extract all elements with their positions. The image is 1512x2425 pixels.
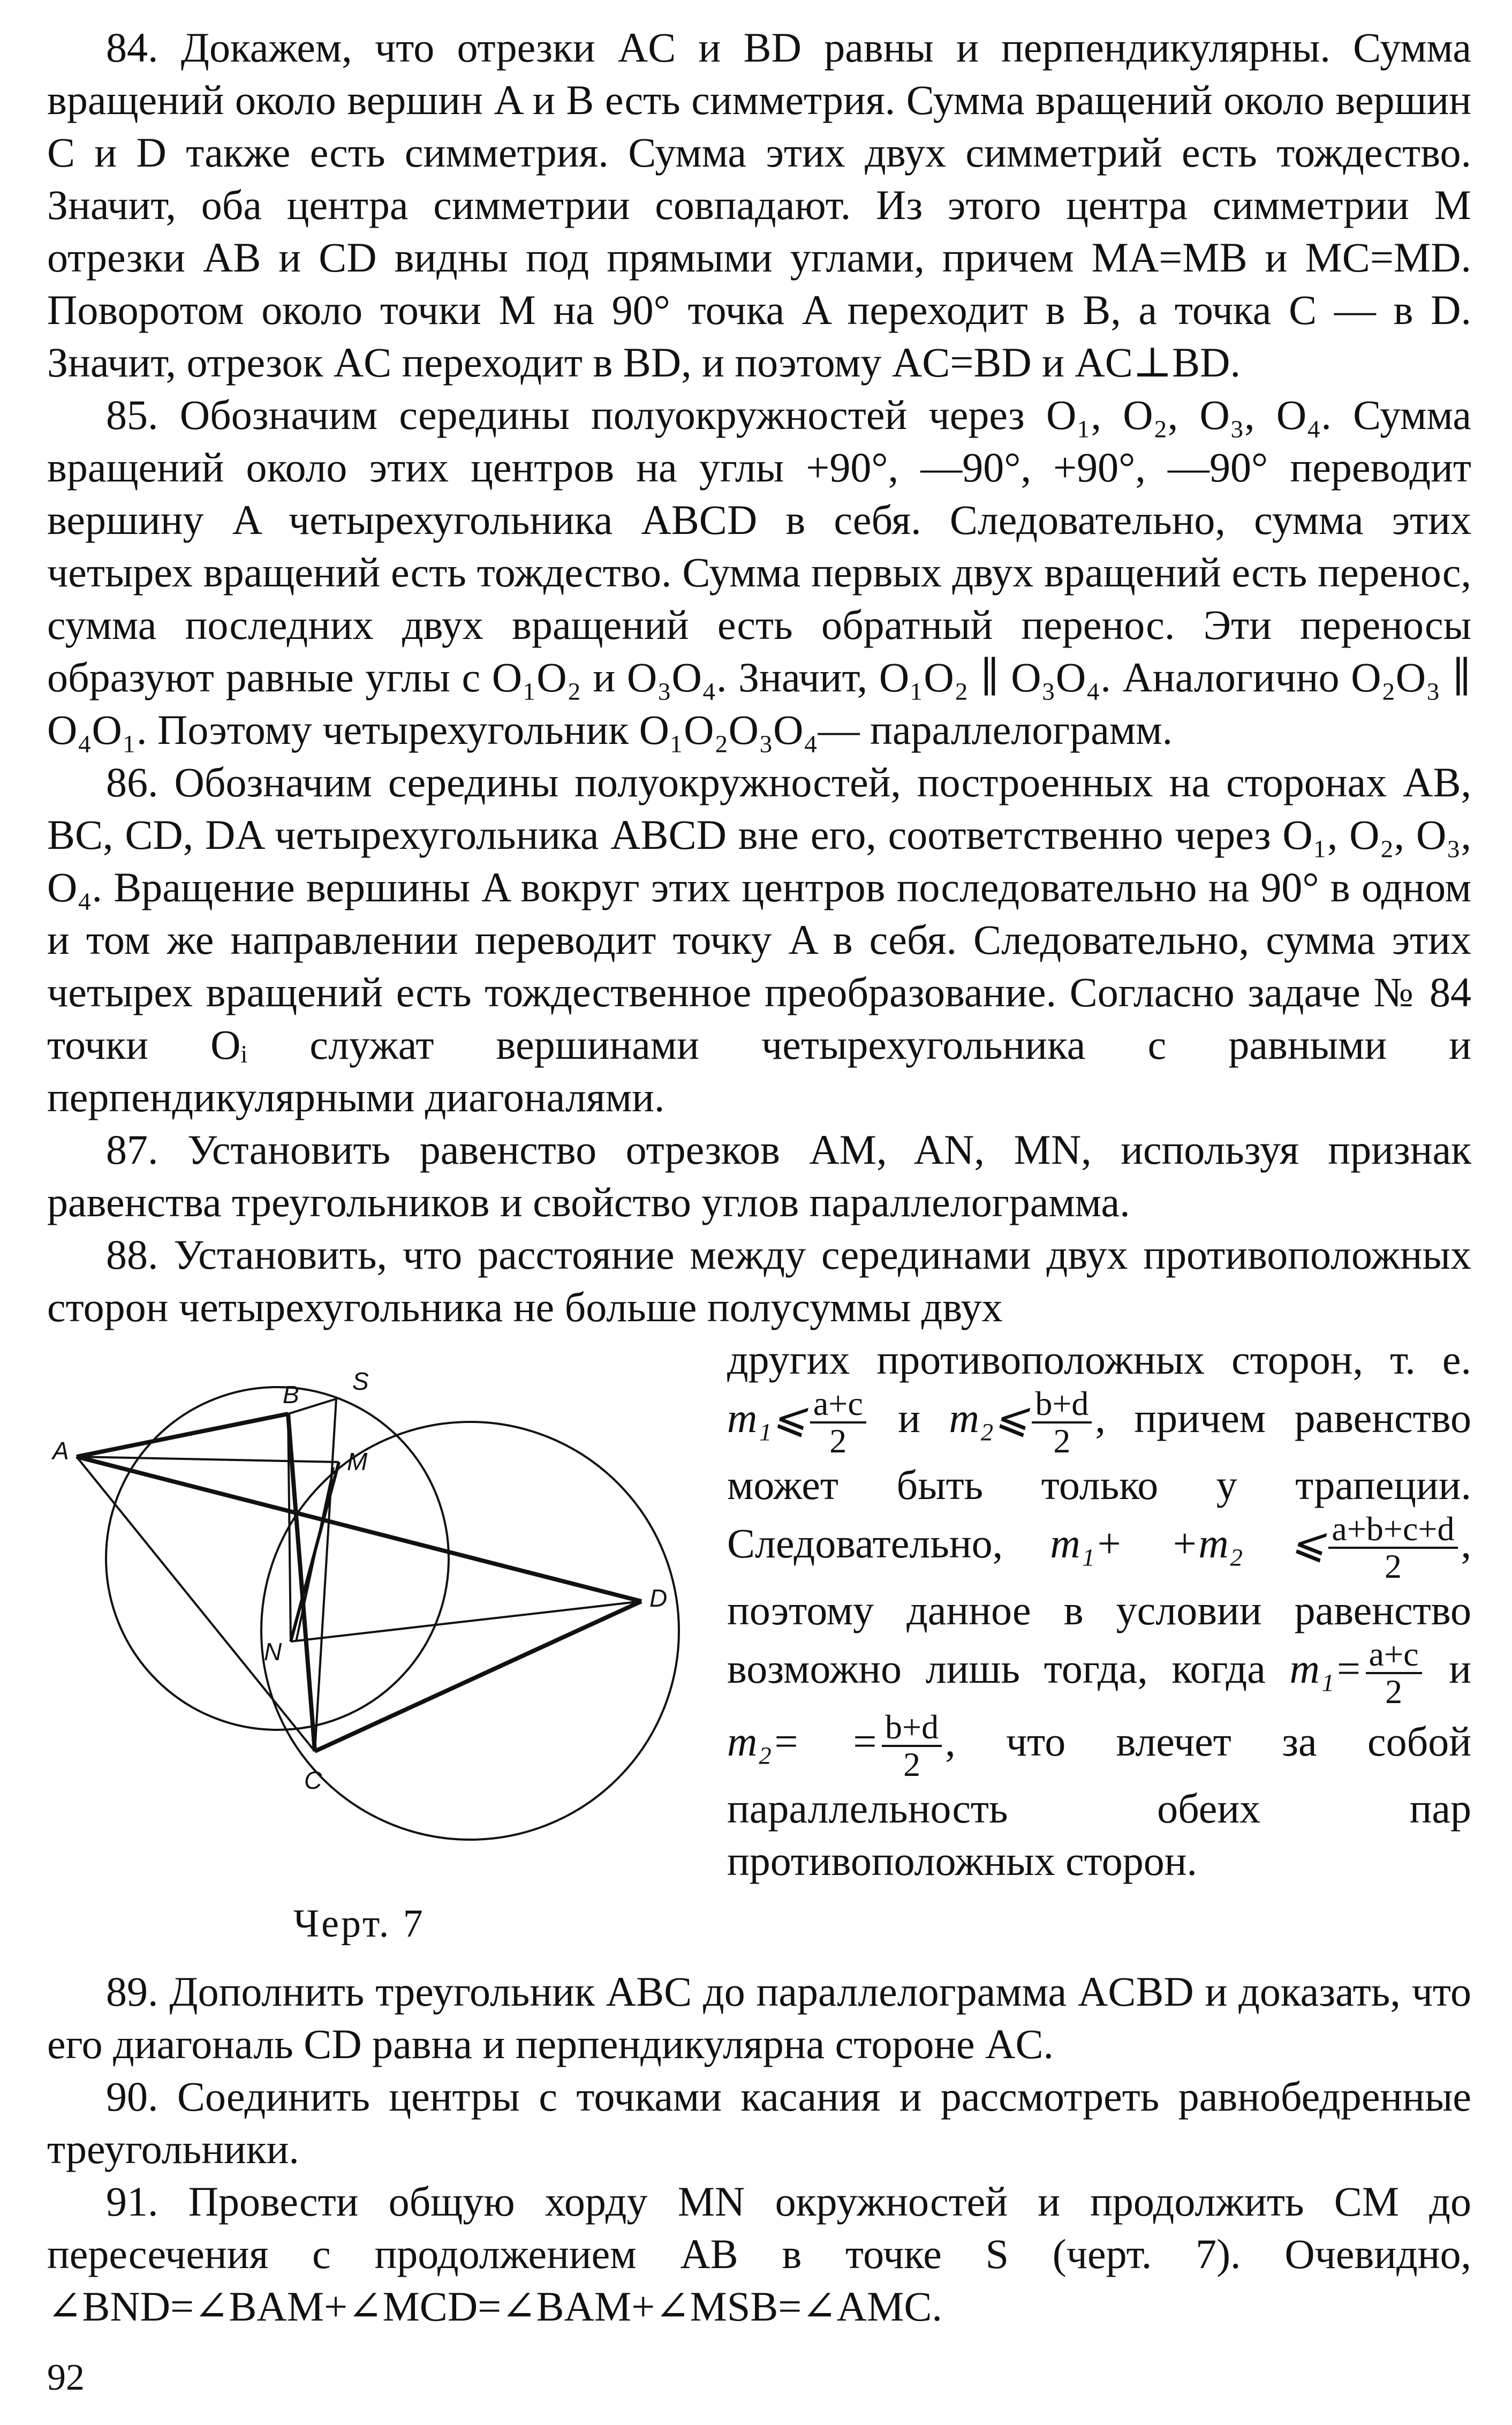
label-D: D <box>649 1584 668 1612</box>
p88-text-2: причем равенство может быть только у трапеции. Следовательно, <box>727 1394 1471 1567</box>
paragraph-85: 85. Обозначим середины полуокружностей через O₁, O₂, O₃, O₄. Сумма вращений около этих центров на углы +90°, —90°, +90°, —90° переводит вершину A четырехугольника ABCD в себя. Следовательно, сумма этих четырех вращений есть тождество. Сумма первых двух вращений есть перенос, сумма последних двух вращений есть обратный перенос. Эти переносы образуют равные углы с O₁O₂ и O₃O₄. Значит, O₁O₂ ∥ O₃O₄. Аналогично O₂O₃ ∥ O₄O₁. Поэтому четырехугольник O₁O₂O₃O₄— параллелограмм. <box>47 391 1471 753</box>
fraction-bd-over-2: $\frac{b+d}{2}$ <box>1032 1386 1092 1459</box>
circle-right <box>261 1422 679 1840</box>
label-M: M <box>347 1448 368 1475</box>
label-C: C <box>304 1766 322 1794</box>
paragraph-91: 91. Провести общую хорду MN окружностей и продолжить CM до пересечения с продолжением AB в точке S (черт. 7). Очевидно, ∠BND=∠BAM+∠MCD=∠BAM+∠MSB=∠AMC. <box>47 2178 1471 2330</box>
fraction-bd-over-2-b: $\frac{b+d}{2}$ <box>882 1709 942 1782</box>
segment-AB <box>77 1414 288 1457</box>
fraction-ac-over-2-b: $\frac{a+c}{2}$ <box>1366 1637 1422 1709</box>
label-N: N <box>264 1638 282 1666</box>
segment-MN2 <box>296 1467 334 1641</box>
paragraph-87: 87. Установить равенство отрезков AM, AN, MN, используя признак равенства треугольников и свойство углов параллелограмма. <box>47 1126 1471 1225</box>
paragraph-88-continued: других противоположных сторон, т. е. m₁⩽ $\frac{a+c}{2}$ и m₂⩽ $\frac{b+d}{2}$ , причем равенство может быть только у трапеции. Следовательно, m₁+ +m₂ ⩽ $\frac{a+b+c+d}{2}$ , поэтому данное в условии равенство возможно лишь тогда, когда m₁= $\frac{a+c}{2}$ и m₂= = $\frac{b+d}{2}$ , что влечет за собой параллельность обеих пар противоположных сторон. <box>727 1336 1471 1884</box>
segment-AM <box>77 1457 339 1462</box>
paragraph-90: 90. Соединить центры с точками касания и рассмотреть равнобедренные треугольники. <box>47 2073 1471 2172</box>
fraction-ac-over-2: $\frac{a+c}{2}$ <box>810 1386 866 1459</box>
p88-text-1: других противоположных сторон, т. е. <box>727 1336 1471 1383</box>
page-number: 92 <box>47 2357 85 2398</box>
formula-m1: m₁⩽ <box>727 1394 807 1441</box>
segment-AD <box>77 1457 641 1601</box>
formula-m2: m₂⩽ <box>949 1394 1029 1441</box>
p88-text-4: что влечет за собой параллельность обеих пар противоположных сторон. <box>727 1718 1471 1884</box>
label-S: S <box>352 1367 369 1395</box>
paragraph-89: 89. Дополнить треугольник ABC до параллелограмма ACBD и доказать, что его диагональ CD равна и перпендикулярна стороне AC. <box>47 1968 1471 2067</box>
segment-SC <box>315 1399 336 1751</box>
figure-7-diagram <box>47 1350 722 1896</box>
paragraph-86: 86. Обозначим середины полуокружностей, построенных на сторонах AB, BC, CD, DA четырехугольника ABCD вне его, соответственно через O₁, O₂, O₃, O₄. Вращение вершины A вокруг этих центров последовательно на 90° в одном и том же направлении переводит точку A в себя. Следовательно, сумма этих четырех вращений есть тождественное преобразование. Согласно задаче № 84 точки Oᵢ служат вершинами четырехугольника с равными и перпендикулярными диагоналями. <box>47 759 1471 1120</box>
segment-BC <box>288 1414 315 1751</box>
label-A: A <box>52 1437 69 1465</box>
paragraph-84: 84. Докажем, что отрезки AC и BD равны и перпендикулярны. Сумма вращений около вершин A и B есть симметрия. Сумма вращений около вершин C и D также есть симметрия. Сумма этих двух симметрий есть тождество. Значит, оба центра симметрии совпадают. Из этого центра симметрии M отрезки AB и CD видны под прямыми углами, причем MA=MB и MC=MD. Поворотом около точки M на 90° точка A переходит в B, а точка C — в D. Значит, отрезок AC переходит в BD, и поэтому AC=BD и AC⊥BD. <box>47 24 1471 386</box>
figure-row <box>47 1334 1471 1965</box>
formula-m2-eq: m₂= <box>727 1718 800 1765</box>
segment-ND <box>291 1601 641 1641</box>
formula-m1-eq: m₁= <box>1289 1645 1363 1692</box>
paragraph-88-intro: 88. Установить, что расстояние между серединами двух противоположных сторон четырехугольника не больше полусуммы двух <box>47 1231 1471 1330</box>
p88-text-3: поэтому данное в условии равенство возможно лишь тогда, когда <box>727 1587 1471 1692</box>
label-B: B <box>283 1381 299 1409</box>
fraction-abcd-over-2: $\frac{a+b+c+d}{2}$ <box>1328 1511 1457 1584</box>
formula-and: и <box>898 1394 920 1441</box>
figure-caption: Черт. 7 <box>293 1902 425 1946</box>
segment-CD <box>315 1601 641 1751</box>
formula-sum: m₁+ +m₂ ⩽ <box>1050 1519 1326 1567</box>
page <box>47 21 1471 2399</box>
